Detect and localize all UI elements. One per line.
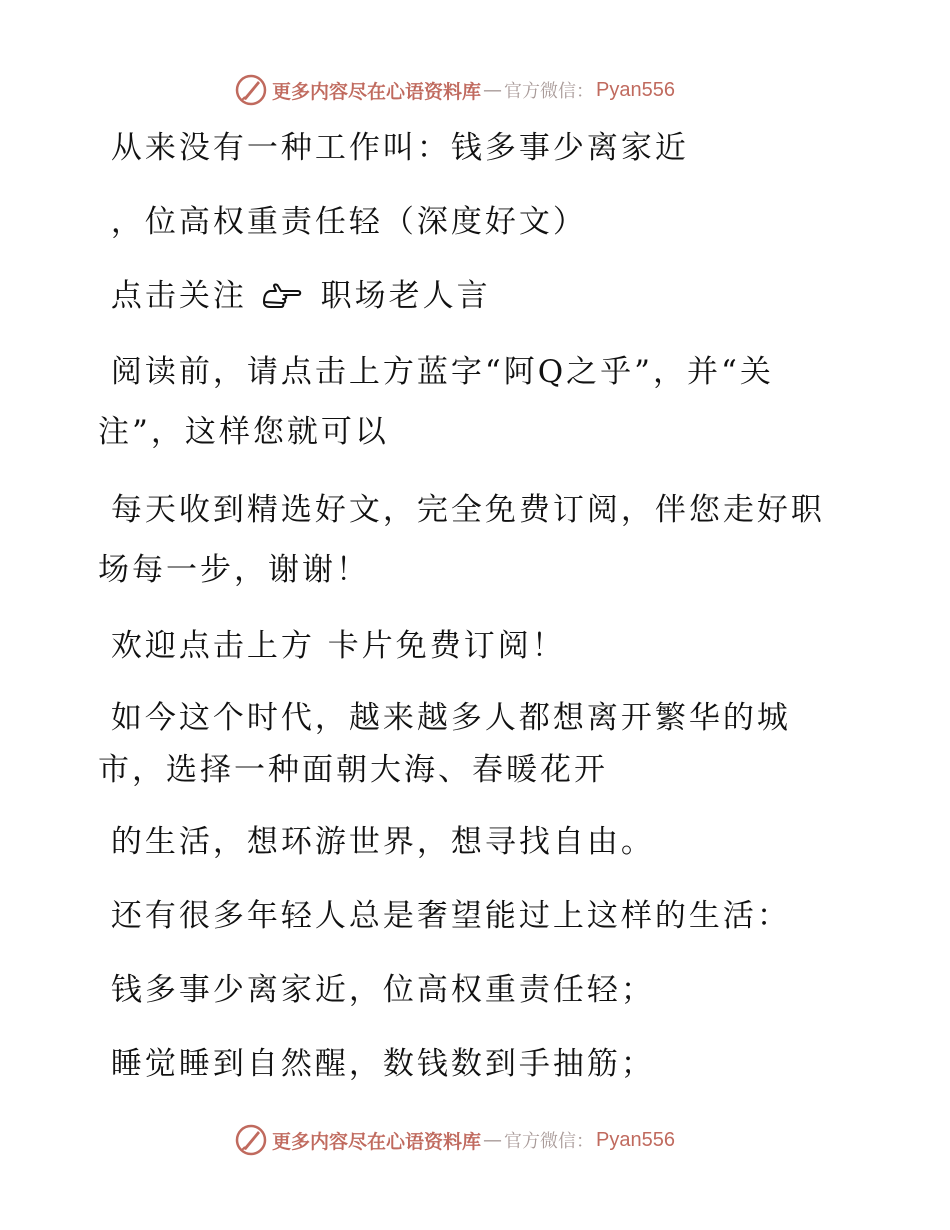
watermark-account: Pyan556 — [596, 78, 675, 101]
paragraph: 欢迎点击上方 卡片免费订阅！ — [98, 628, 566, 664]
follow-line-suffix: 职场老人言 — [320, 278, 491, 314]
watermark-main-text: 更多内容尽在心语资料库 — [272, 1130, 482, 1153]
watermark-label: 官方微信： — [504, 81, 595, 102]
follow-text: 点击关注 — [98, 278, 247, 314]
document-body — [98, 120, 838, 1092]
follow-line — [98, 268, 838, 324]
header-watermark — [234, 72, 675, 108]
feather-pen-icon — [234, 1123, 268, 1157]
paragraph: 如今这个时代，越来越多人都想离开繁华的城市，选择一种面朝大海、春暖花开 — [98, 700, 791, 788]
paragraph: 钱多事少离家近，位高权重责任轻； — [98, 972, 655, 1008]
paragraph: 从来没有一种工作叫：钱多事少离家近 — [98, 130, 689, 166]
footer-watermark — [234, 1122, 675, 1158]
paragraph: ，位高权重责任轻（深度好文） — [98, 204, 587, 240]
watermark-account: Pyan556 — [596, 1128, 675, 1151]
paragraph: 睡觉睡到自然醒，数钱数到手抽筋； — [98, 1046, 655, 1082]
watermark-dash: — — [483, 79, 503, 101]
watermark-main-text: 更多内容尽在心语资料库 — [272, 80, 482, 103]
paragraph: 的生活，想环游世界，想寻找自由。 — [98, 824, 655, 860]
feather-pen-icon — [234, 73, 268, 107]
watermark-label: 官方微信： — [504, 1131, 595, 1152]
paragraph: 阅读前，请点击上方蓝字“阿Q之乎”，并“关注”，这样您就可以 — [98, 354, 774, 450]
paragraph: 每天收到精选好文，完全免费订阅，伴您走好职场每一步，谢谢！ — [98, 492, 825, 588]
paragraph: 还有很多年轻人总是奢望能过上这样的生活： — [98, 898, 791, 934]
pointing-hand-icon — [260, 282, 304, 310]
watermark-dash: — — [483, 1129, 503, 1151]
